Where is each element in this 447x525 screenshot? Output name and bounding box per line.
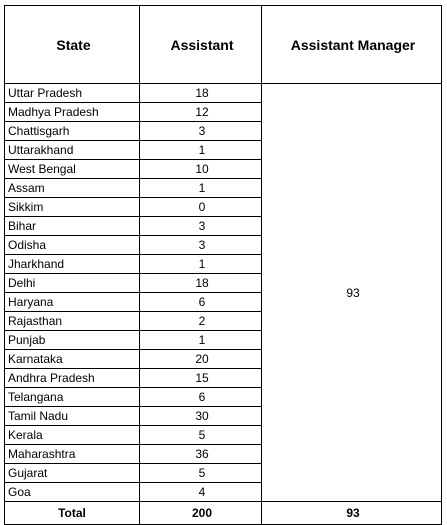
state-cell: Karnataka xyxy=(5,350,140,369)
state-cell: Uttar Pradesh xyxy=(5,84,140,103)
assistant-cell: 6 xyxy=(140,388,262,407)
assistant-cell: 1 xyxy=(140,255,262,274)
assistant-cell: 15 xyxy=(140,369,262,388)
assistant-cell: 12 xyxy=(140,103,262,122)
table-body xyxy=(5,84,442,502)
vacancy-table xyxy=(4,5,442,525)
vacancy-table-container xyxy=(4,5,441,521)
state-cell: Delhi xyxy=(5,274,140,293)
state-cell: Tamil Nadu xyxy=(5,407,140,426)
total-assistant-manager: 93 xyxy=(262,502,442,525)
assistant-cell: 3 xyxy=(140,236,262,255)
assistant-cell: 1 xyxy=(140,331,262,350)
state-cell: Punjab xyxy=(5,331,140,350)
assistant-cell: 18 xyxy=(140,84,262,103)
assistant-cell: 36 xyxy=(140,445,262,464)
assistant-cell: 0 xyxy=(140,198,262,217)
state-cell: Madhya Pradesh xyxy=(5,103,140,122)
assistant-cell: 1 xyxy=(140,179,262,198)
header-state: State xyxy=(5,6,140,84)
state-cell: Goa xyxy=(5,483,140,502)
state-cell: Maharashtra xyxy=(5,445,140,464)
header-assistant-manager: Assistant Manager xyxy=(262,6,442,84)
assistant-cell: 20 xyxy=(140,350,262,369)
total-assistant: 200 xyxy=(140,502,262,525)
assistant-cell: 3 xyxy=(140,122,262,141)
header-assistant: Assistant xyxy=(140,6,262,84)
state-cell: Rajasthan xyxy=(5,312,140,331)
state-cell: Uttarakhand xyxy=(5,141,140,160)
total-label: Total xyxy=(5,502,140,525)
assistant-cell: 2 xyxy=(140,312,262,331)
state-cell: Jharkhand xyxy=(5,255,140,274)
state-cell: Bihar xyxy=(5,217,140,236)
state-cell: Haryana xyxy=(5,293,140,312)
state-cell: Gujarat xyxy=(5,464,140,483)
table-row xyxy=(5,84,442,103)
state-cell: Andhra Pradesh xyxy=(5,369,140,388)
state-cell: Assam xyxy=(5,179,140,198)
assistant-cell: 5 xyxy=(140,464,262,483)
state-cell: Odisha xyxy=(5,236,140,255)
assistant-cell: 10 xyxy=(140,160,262,179)
assistant-cell: 1 xyxy=(140,141,262,160)
state-cell: Kerala xyxy=(5,426,140,445)
assistant-cell: 30 xyxy=(140,407,262,426)
state-cell: West Bengal xyxy=(5,160,140,179)
state-cell: Telangana xyxy=(5,388,140,407)
assistant-cell: 6 xyxy=(140,293,262,312)
state-cell: Sikkim xyxy=(5,198,140,217)
assistant-cell: 18 xyxy=(140,274,262,293)
assistant-cell: 3 xyxy=(140,217,262,236)
total-row xyxy=(5,502,442,525)
assistant-cell: 5 xyxy=(140,426,262,445)
state-cell: Chattisgarh xyxy=(5,122,140,141)
assistant-cell: 4 xyxy=(140,483,262,502)
assistant-manager-merged-cell: 93 xyxy=(262,84,442,502)
header-row xyxy=(5,6,442,84)
